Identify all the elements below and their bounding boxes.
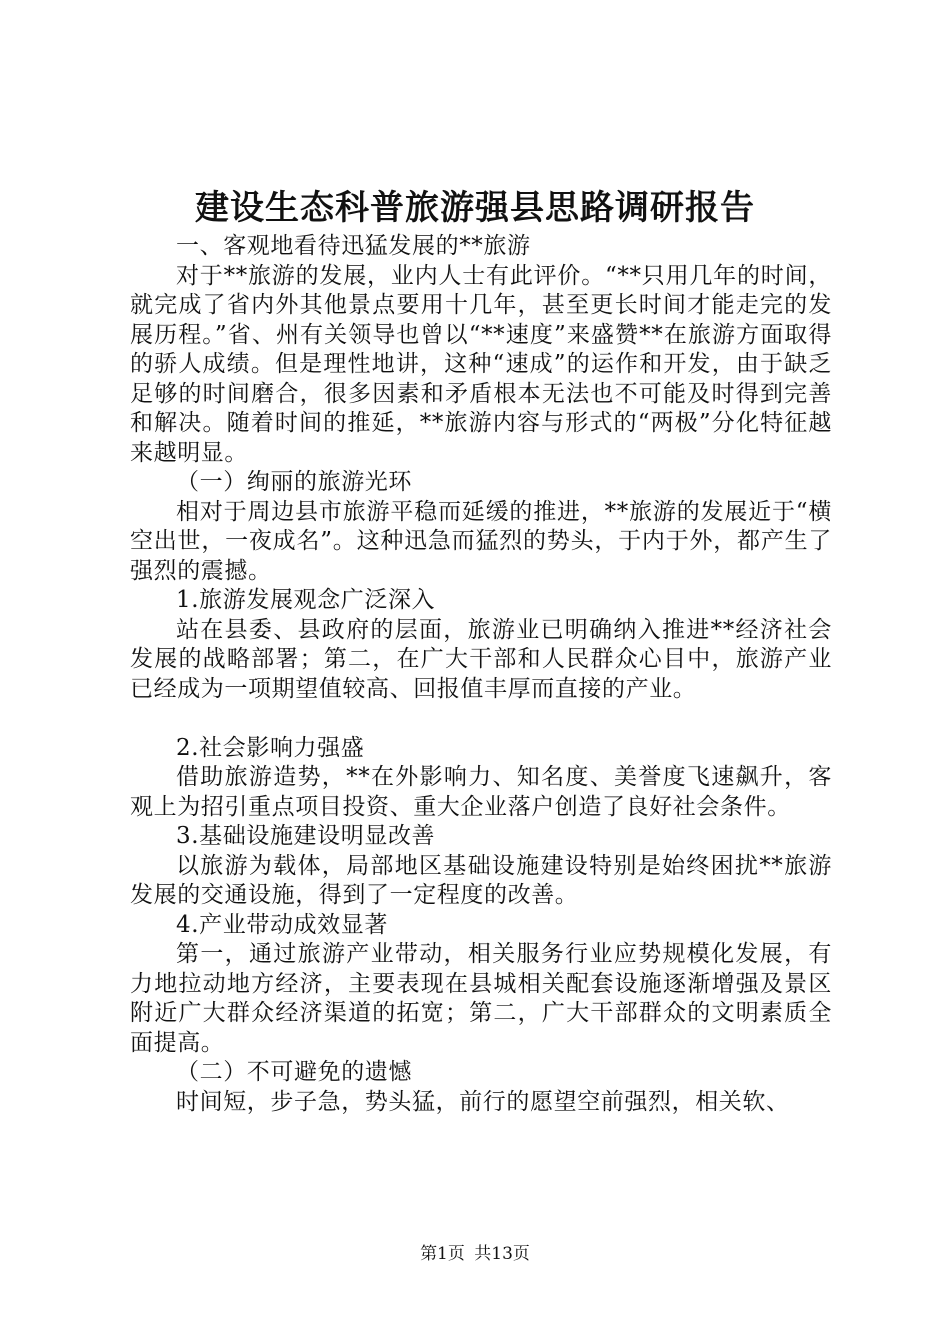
paragraph: 相对于周边县市旅游平稳而延缓的推进，**旅游的发展近于“横空出世，一夜成名”。这种迅急而猛烈的势头，于内于外，都产生了强烈的震撼。 <box>130 498 832 584</box>
paragraph: 第一，通过旅游产业带动，相关服务行业应势规模化发展，有力地拉动地方经济，主要表现在县城相关配套设施逐渐增强及景区附近广大群众经济渠道的拓宽；第二，广大干部群众的文明素质全面提高。 <box>130 941 832 1056</box>
paragraph: 对于**旅游的发展，业内人士有此评价。“**只用几年的时间，就完成了省内外其他景点要用十几年，甚至更长时间才能走完的发展历程。”省、州有关领导也曾以“**速度”来盛赞**在旅游方面取得的骄人成绩。但是理性地讲，这种“速成”的运作和开发，由于缺乏足够的时间磨合，很多因素和矛盾根本无法也不可能及时得到完善和解决。随着时间的推延，**旅游内容与形式的“两极”分化特征越来越明显。 <box>130 262 832 466</box>
blank-line <box>130 704 832 734</box>
paragraph: 借助旅游造势，**在外影响力、知名度、美誉度飞速飙升，客观上为招引重点项目投资、重大企业落户创造了良好社会条件。 <box>130 764 832 820</box>
item-heading: 4.产业带动成效显著 <box>176 911 388 938</box>
page-number-footer: 第1页 共13页 <box>420 1244 530 1264</box>
document-body <box>130 232 832 1117</box>
section-heading: 一、客观地看待迅猛发展的**旅游 <box>176 233 531 259</box>
subsection-heading: （二）不可避免的遗憾 <box>176 1059 412 1085</box>
item-heading: 3.基础设施建设明显改善 <box>176 823 436 849</box>
subsection-heading: （一）绚丽的旅游光环 <box>176 469 412 495</box>
paragraph: 时间短，步子急，势头猛，前行的愿望空前强烈，相关软、 <box>176 1088 790 1115</box>
item-heading: 2.社会影响力强盛 <box>176 734 365 761</box>
paragraph: 站在县委、县政府的层面，旅游业已明确纳入推进**经济社会发展的战略部署；第二，在广大干部和人民群众心目中，旅游产业已经成为一项期望值较高、回报值丰厚而直接的产业。 <box>130 616 832 702</box>
item-heading: 1.旅游发展观念广泛深入 <box>176 587 436 613</box>
paragraph: 以旅游为载体，局部地区基础设施建设特别是始终困扰**旅游发展的交通设施，得到了一定程度的改善。 <box>130 852 832 908</box>
document-title: 建设生态科普旅游强县思路调研报告 <box>195 188 755 228</box>
